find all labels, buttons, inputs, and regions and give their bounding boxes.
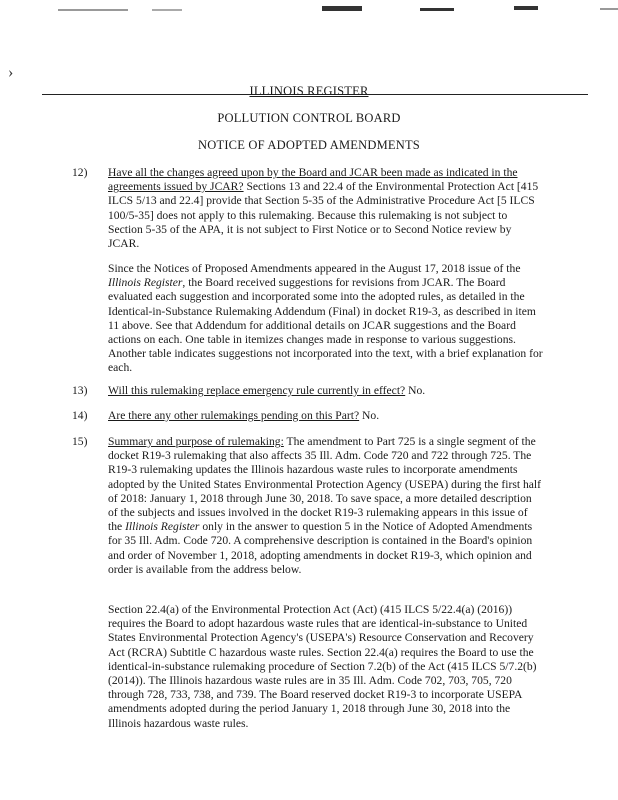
item-number: 14) bbox=[72, 409, 88, 422]
item-12-paragraph-2: Since the Notices of Proposed Amendments appeared in the August 17, 2018 issue of the Illinois Register, the Board received suggestions for revisions from JCAR. The Board evaluated each suggestion and incorporated some into the adopted rules, as detailed in the Identical-in-Substance Rulemaking Addendum (Final) in docket R19-3, as described in item 11 above. See that Addendum for additional details on JCAR suggestions and the Board actions on each. One table in itemizes changes made in response to various suggestions. Another table indicates suggestions not incorporated into the text, with a brief explanation for each. bbox=[108, 262, 543, 375]
scan-edge-mark: › bbox=[8, 64, 14, 81]
item-12-text bbox=[108, 166, 544, 251]
item-number: 13) bbox=[72, 384, 88, 397]
item-answer: No. bbox=[405, 384, 426, 397]
item-question: Have all the changes agreed upon by the Board and JCAR been made as indicated in the agreements issued by JCAR? bbox=[108, 166, 518, 194]
item-question: Are there any other rulemakings pending on this Part? bbox=[108, 409, 360, 422]
scan-artifact bbox=[514, 6, 538, 10]
item-15-text: Summary and purpose of rulemaking: The amendment to Part 725 is a single segment of the docket R19-3 rulemaking that also affects 35 Ill. Adm. Code 720 and 722 through 725. The R19-3 rulemaking updates the Illinois hazardous waste rules to incorporate amendments adopted by the United States Environmental Protection Agency (USEPA) during the first half of 2018: January 1, 2018 through June 30, 2018. To save space, a more detailed description of the subjects and issues involved in the docket R19-3 rulemaking appears in this issue of the Illinois Register only in the answer to question 5 in the Notice of Adopted Amendments for 35 Ill. Adm. Code 720. A comprehensive description is contained in the Board's opinion and order of November 1, 2018, adopting amendments in docket R19-3, which opinion and order is available from the address below. bbox=[108, 435, 541, 576]
item-question: Will this rulemaking replace emergency rule currently in effect? bbox=[108, 384, 406, 397]
scan-artifact bbox=[152, 9, 182, 11]
scan-artifact bbox=[322, 6, 362, 11]
scan-artifact bbox=[58, 9, 128, 11]
scan-artifact bbox=[600, 8, 618, 10]
item-answer: No. bbox=[359, 409, 380, 422]
scan-artifact bbox=[420, 8, 454, 11]
item-question: Summary and purpose of rulemaking: bbox=[108, 435, 284, 448]
item-15-paragraph-2: Section 22.4(a) of the Environmental Protection Act (Act) (415 ILCS 5/22.4(a) (2016)) requires the Board to adopt hazardous waste rules that are identical-in-substance to United States Environmental Protection Agency's (USEPA's) Resource Conservation and Recovery Act (RCRA) Subtitle C hazardous waste rules. Section 22.4(a) requires the Board to use the identical-in-substance rulemaking procedure of Section 7.2(b) of the Act (415 ILCS 5/7.2(b) (2014)). The Illinois hazardous waste rules are in 35 Ill. Adm. Code 702, 703, 705, 720 through 728, 733, 738, and 739. The Board reserved docket R19-3 to incorporate USEPA amendments adopted during the period January 1, 2018 through June 30, 2018 into the Illinois hazardous waste rules. bbox=[108, 603, 537, 730]
item-number: 12) bbox=[72, 166, 88, 179]
item-number: 15) bbox=[72, 435, 88, 448]
item-13-text bbox=[108, 384, 544, 398]
notice-title: NOTICE OF ADOPTED AMENDMENTS bbox=[198, 138, 420, 152]
register-title: ILLINOIS REGISTER bbox=[249, 84, 369, 98]
item-14-text bbox=[108, 409, 544, 423]
item-answer: Sections 13 and 22.4 of the Environmental Protection Act [415 ILCS 5/13 and 22.4] provide that Section 5-35 of the Administrative Procedure Act [5 ILCS 100/5-35] does not apply to this rulemaking. Because this rulemaking is not subject to Section 5-35 of the APA, it is not subject to First Notice or to Second Notice review by JCAR. bbox=[108, 180, 539, 251]
board-title: POLLUTION CONTROL BOARD bbox=[217, 111, 401, 125]
